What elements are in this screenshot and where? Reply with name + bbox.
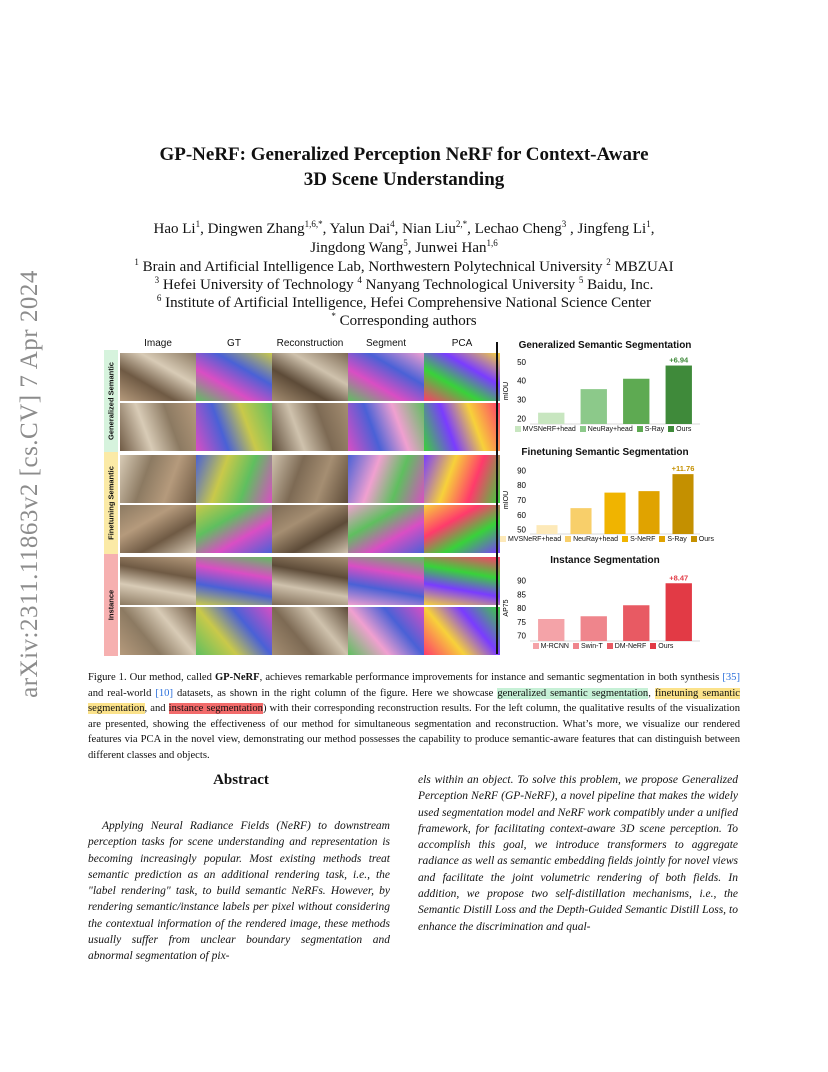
chart-title: Finetuning Semantic Segmentation (521, 447, 689, 458)
legend-swatch (565, 536, 571, 542)
figure-thumbnail (272, 455, 348, 503)
y-tick-label: 90 (517, 576, 526, 586)
figure-thumbnail (272, 607, 348, 655)
row-label: Finetuning Semantic (106, 466, 116, 540)
y-tick-label: 50 (517, 525, 526, 535)
author: Hao Li (153, 221, 196, 237)
legend-label: M-RCNN (540, 643, 569, 650)
legend-item (650, 643, 673, 650)
y-tick-label: 20 (517, 414, 526, 424)
figure-thumbnail (424, 403, 500, 451)
bar-neuray-head (570, 508, 591, 534)
figure-thumbnail (348, 607, 424, 655)
affiliation-line-4: * Corresponding authors (331, 311, 477, 329)
chart-legend (500, 426, 710, 433)
figure-thumbnail (348, 455, 424, 503)
row-label: Generalized Semantic (106, 362, 116, 440)
legend-swatch (659, 536, 665, 542)
bar-s-nerf (604, 493, 625, 534)
highlight-generalized: generalized semantic segmentation (497, 687, 649, 699)
bar-mvsnerf-head (538, 413, 564, 424)
column-header-pca: PCA (451, 338, 473, 349)
figure-thumbnail (120, 455, 196, 503)
legend-swatch (515, 426, 521, 432)
bar-annotation: +11.76 (671, 464, 695, 474)
figure-thumbnail (196, 403, 272, 451)
chart-plot (500, 553, 710, 657)
legend-label: Swin-T (580, 643, 603, 650)
figure-thumbnail (272, 557, 348, 605)
bar-ours (666, 366, 692, 424)
chart-legend (500, 643, 710, 650)
legend-item (637, 426, 664, 433)
chart-title: Generalized Semantic Segmentation (518, 340, 692, 351)
column-header-segment: Segment (365, 338, 407, 349)
y-tick-label: 40 (517, 376, 526, 386)
bar-mvsnerf-head (536, 525, 557, 534)
bar-neuray-head (581, 389, 607, 424)
affiliation-line-2: $^3$ Hefei University of Technology $^4$ Nanyang Technological University $^5$ Baidu, Inc. (154, 275, 654, 293)
figure-thumbnail (272, 403, 348, 451)
author: Junwei Han (415, 240, 487, 256)
figure-thumbnail (424, 557, 500, 605)
figure-thumbnail (424, 505, 500, 553)
bar-dm-nerf (623, 605, 649, 641)
y-axis-label: AP75 (503, 599, 510, 617)
chart-title: Instance Segmentation (550, 555, 660, 566)
affiliation-line-3: $^6$ Institute of Artificial Intelligence, Hefei Comprehensive National Science Center (156, 293, 652, 311)
figure-thumbnail (348, 505, 424, 553)
legend-item (533, 643, 569, 650)
legend-label: MVSNeRF+head (522, 426, 576, 433)
bar-s-ray (638, 491, 659, 534)
author-list: Hao Li$^1$, Dingwen Zhang$^{1,6,*}$, Yalun Dai$^4$, Nian Liu$^{2,*}$, Lechao Cheng$^3$ , Jingfeng Li$^1$, Jingdong Wang$^5$, Junwei Han$^{1,6}$ (153, 219, 655, 256)
legend-label: DM-NeRF (614, 643, 647, 650)
bar-swin-t (581, 616, 607, 641)
legend-swatch (573, 643, 579, 649)
figure-thumbnail (196, 607, 272, 655)
bar-m-rcnn (538, 619, 564, 641)
figure-thumbnail (424, 607, 500, 655)
highlight-finetuning: finetuning semantic segmentation (88, 687, 740, 714)
legend-swatch (622, 536, 628, 542)
legend-item (622, 536, 655, 543)
legend-label: Ours (658, 643, 674, 650)
legend-swatch (607, 643, 613, 649)
legend-swatch (580, 426, 586, 432)
chart-instance (500, 553, 710, 657)
y-tick-label: 85 (517, 590, 526, 600)
figure-thumbnail (348, 557, 424, 605)
legend-swatch (650, 643, 656, 649)
legend-item (580, 426, 633, 433)
bar-annotation: +8.47 (669, 573, 689, 583)
chart-plot (500, 338, 710, 438)
legend-swatch (637, 426, 643, 432)
legend-item (573, 643, 603, 650)
legend-label: NeuRay+head (587, 426, 633, 433)
legend-item (565, 536, 618, 543)
y-tick-label: 70 (517, 631, 526, 641)
legend-swatch (691, 536, 697, 542)
bar-annotation: +6.94 (669, 355, 689, 365)
legend-swatch (533, 643, 539, 649)
row-label: Instance (106, 589, 116, 621)
legend-label: S-Ray (644, 426, 665, 433)
author: Jingfeng Li (577, 221, 647, 237)
figure-divider (496, 342, 498, 654)
figure-thumbnail (196, 505, 272, 553)
row-label-band (104, 554, 118, 656)
bar-ours (672, 474, 693, 534)
legend-item (607, 643, 647, 650)
y-tick-label: 70 (517, 496, 526, 505)
author: Yalun Dai (329, 221, 391, 237)
y-tick-label: 60 (517, 510, 526, 520)
legend-label: S-NeRF (630, 536, 656, 543)
bar-s-ray (623, 379, 649, 424)
legend-label: MVSNeRF+head (508, 536, 562, 543)
column-header-image: Image (144, 338, 172, 349)
affiliation-line-1: $^1$ Brain and Artificial Intelligence Lab, Northwestern Polytechnical University $^2$ MBZUAI (134, 257, 674, 275)
y-axis-label: mIOU (503, 490, 510, 510)
affiliations (70, 258, 738, 330)
abstract-heading: Abstract (213, 772, 269, 788)
author: Jingdong Wang (310, 240, 404, 256)
legend-swatch (500, 536, 506, 542)
author: Dingwen Zhang (207, 221, 305, 237)
figure-thumbnail (424, 455, 500, 503)
legend-label: S-Ray (667, 536, 687, 543)
citation-link[interactable]: [35] (722, 672, 740, 683)
legend-item (659, 536, 686, 543)
legend-item (691, 536, 714, 543)
figure-thumbnail (348, 403, 424, 451)
y-tick-label: 90 (517, 466, 526, 476)
column-header-gt: GT (227, 338, 241, 349)
title-line-1: GP-NeRF: Generalized Perception NeRF for Context-Aware (159, 144, 649, 165)
row-label-band (104, 350, 118, 452)
column-header-reconstruction: Reconstruction (276, 338, 344, 349)
right-column-text: els within an object. To solve this problem, we propose Generalized Perception NeRF (GP-NeRF), a novel pipeline that makes the widely used segmentation model and NeRF work compatibly under a unified framework, for facilitating context-aware 3D scene perception. To accomplish this goal, we introduce transformers to aggregate radiance as well as semantic embedding fields jointly for novel views and facilitate the joint volumetric rendering of both fields. In addition, we propose two self-distillation mechanisms, i.e., the Semantic Distill Loss and the Depth-Guided Semantic Distill Loss, to enhance the discrimination and qual- (418, 774, 738, 933)
row-label-band (104, 452, 118, 554)
figure-thumbnail (424, 353, 500, 401)
paper-title (90, 142, 718, 192)
figure-thumbnail (120, 403, 196, 451)
figure-thumbnail (120, 353, 196, 401)
legend-label: NeuRay+head (573, 536, 619, 543)
figure-thumbnail (348, 353, 424, 401)
figure-thumbnail (120, 505, 196, 553)
legend-label: Ours (698, 536, 714, 543)
y-tick-label: 80 (517, 604, 526, 613)
title-line-2: 3D Scene Understanding (303, 169, 505, 190)
legend-label: Ours (676, 426, 692, 433)
author: Nian Liu (402, 221, 456, 237)
figure-thumbnail (272, 505, 348, 553)
chart-finetuning-semantic (500, 446, 714, 546)
abstract-body: Applying Neural Radiance Fields (NeRF) to downstream perception tasks for scene understanding and representation is becoming increasingly popular. Most existing methods treat semantic prediction as an additional rendering task, i.e., the "label rendering" task, to build semantic NeRFs. However, by rendering semantic/instance labels per pixel without considering the contextual information of the rendered image, these methods usually suffer from unclear boundary segmentation and abnormal segmentation of pix- (88, 820, 390, 963)
chart-plot (500, 446, 710, 546)
legend-item (668, 426, 691, 433)
figure-thumbnail (196, 557, 272, 605)
y-tick-label: 80 (517, 481, 526, 491)
y-tick-label: 30 (517, 395, 526, 405)
figure-thumbnail (120, 557, 196, 605)
y-axis-label: mIOU (503, 381, 510, 401)
y-tick-label: 50 (517, 357, 526, 367)
figure-qualitative-grid (104, 338, 494, 658)
legend-item (515, 426, 576, 433)
figure-caption: Figure 1. Our method, called GP-NeRF, achieves remarkable performance improvements for instance and semantic segmentation in both synthesis [35] and real-world [10] datasets, as shown in the right column of the figure. Here we showcase generalized semantic segmentation, finetuning semantic segmentation, and instance segmentation) with their corresponding reconstruction results. For the left column, the qualitative results of the visualization are presented, showing the effectiveness of our method for simultaneous segmentation and reconstruction. What’s more, we visualize our rendered features via PCA in the novel view, demonstrating our method possesses the capability to produce semantic-aware features that can distinguish between different classes and objects. (88, 672, 741, 761)
author: Lechao Cheng (474, 221, 562, 237)
citation-link[interactable]: [10] (155, 687, 173, 699)
legend-item (500, 536, 561, 543)
figure-thumbnail (120, 607, 196, 655)
arxiv-stamp: arXiv:2311.11863v2 [cs.CV] 7 Apr 2024 (16, 270, 43, 698)
figure-thumbnail (196, 353, 272, 401)
y-tick-label: 75 (517, 617, 526, 627)
chart-generalized-semantic (500, 338, 710, 438)
figure-thumbnail (196, 455, 272, 503)
chart-legend (500, 536, 714, 543)
highlight-instance: instance segmentation (168, 703, 263, 714)
figure-thumbnail (272, 353, 348, 401)
legend-swatch (668, 426, 674, 432)
bar-ours (666, 583, 692, 641)
